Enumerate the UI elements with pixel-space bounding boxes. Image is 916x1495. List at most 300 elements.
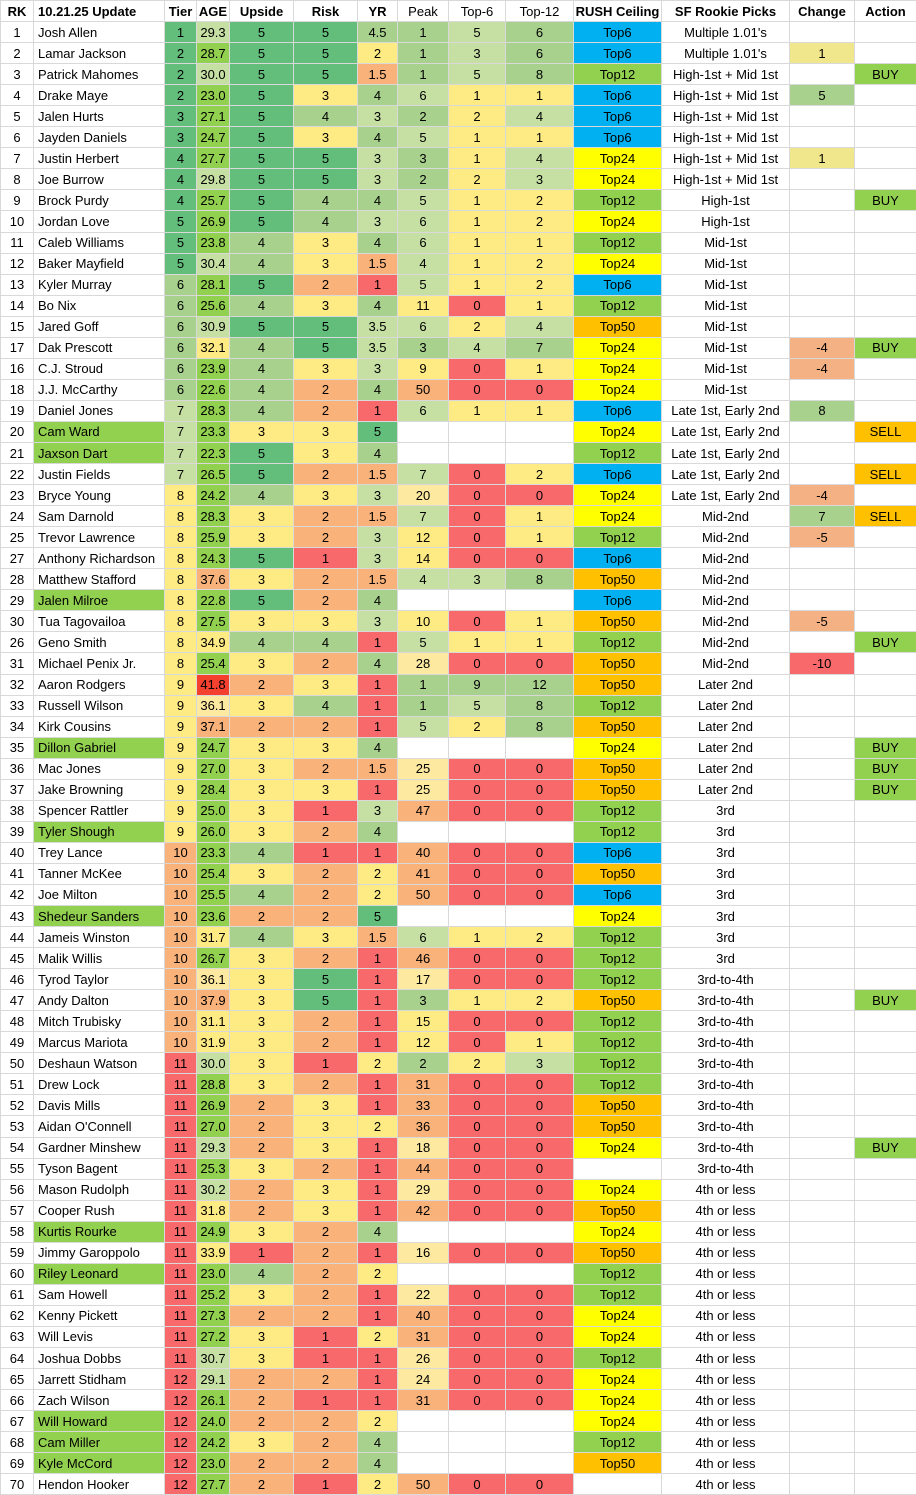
cell-name: Kurtis Rourke: [34, 1221, 165, 1242]
cell-top6: 0: [449, 1158, 506, 1179]
cell-name: Cooper Rush: [34, 1200, 165, 1221]
cell-top12: 6: [506, 22, 574, 43]
cell-tier: 11: [165, 1242, 197, 1263]
cell-picks: Multiple 1.01's: [662, 43, 790, 64]
cell-upside: 5: [230, 85, 294, 106]
cell-rk: 36: [1, 758, 34, 779]
header-risk: Risk: [294, 1, 358, 22]
cell-risk: 5: [294, 169, 358, 190]
cell-action: SELL: [855, 421, 916, 442]
cell-top12: 1: [506, 611, 574, 632]
cell-age: 24.9: [197, 1221, 230, 1242]
cell-risk: 2: [294, 400, 358, 421]
table-row: [1, 106, 916, 127]
cell-age: 25.2: [197, 1284, 230, 1305]
table-row: [1, 569, 916, 590]
cell-yr: 3.5: [358, 337, 398, 358]
cell-change: -5: [790, 527, 855, 548]
cell-top6: [449, 821, 506, 842]
cell-upside: 3: [230, 821, 294, 842]
cell-action: [855, 379, 916, 400]
cell-change: [790, 232, 855, 253]
cell-name: Hendon Hooker: [34, 1474, 165, 1495]
header-title: 10.21.25 Update: [34, 1, 165, 22]
cell-peak: 12: [398, 1032, 449, 1053]
cell-ceiling: Top12: [574, 190, 662, 211]
cell-risk: 5: [294, 969, 358, 990]
cell-ceiling: Top50: [574, 1242, 662, 1263]
cell-upside: 5: [230, 169, 294, 190]
cell-tier: 10: [165, 948, 197, 969]
cell-top6: 0: [449, 863, 506, 884]
cell-name: Joe Milton: [34, 884, 165, 905]
cell-peak: 41: [398, 863, 449, 884]
cell-risk: 2: [294, 1263, 358, 1284]
cell-rk: 54: [1, 1137, 34, 1158]
cell-upside: 5: [230, 316, 294, 337]
cell-rk: 1: [1, 22, 34, 43]
cell-risk: 3: [294, 253, 358, 274]
cell-yr: 2: [358, 863, 398, 884]
cell-name: Russell Wilson: [34, 695, 165, 716]
table-row: [1, 464, 916, 485]
cell-name: Jordan Love: [34, 211, 165, 232]
cell-change: [790, 1263, 855, 1284]
table-row: [1, 337, 916, 358]
cell-top12: [506, 821, 574, 842]
cell-tier: 11: [165, 1200, 197, 1221]
cell-ceiling: Top24: [574, 1179, 662, 1200]
cell-ceiling: Top24: [574, 1411, 662, 1432]
cell-picks: 4th or less: [662, 1474, 790, 1495]
header-rush-ceiling: RUSH Ceiling: [574, 1, 662, 22]
cell-peak: 31: [398, 1326, 449, 1347]
cell-risk: 3: [294, 127, 358, 148]
cell-action: [855, 800, 916, 821]
cell-yr: 3: [358, 548, 398, 569]
cell-change: [790, 1305, 855, 1326]
header-change: Change: [790, 1, 855, 22]
cell-yr: 1.5: [358, 253, 398, 274]
cell-change: [790, 1221, 855, 1242]
cell-upside: 2: [230, 1095, 294, 1116]
cell-yr: 4: [358, 232, 398, 253]
cell-upside: 2: [230, 1369, 294, 1390]
cell-top6: 0: [449, 548, 506, 569]
cell-top6: 0: [449, 1474, 506, 1495]
cell-top12: 0: [506, 1011, 574, 1032]
cell-name: Jared Goff: [34, 316, 165, 337]
cell-picks: Later 2nd: [662, 716, 790, 737]
table-row: [1, 1032, 916, 1053]
cell-age: 27.7: [197, 148, 230, 169]
table-row: [1, 969, 916, 990]
cell-rk: 5: [1, 106, 34, 127]
cell-ceiling: Top24: [574, 1326, 662, 1347]
cell-picks: Mid-1st: [662, 316, 790, 337]
cell-picks: 3rd: [662, 884, 790, 905]
table-row: [1, 85, 916, 106]
cell-risk: 2: [294, 1453, 358, 1474]
cell-peak: [398, 590, 449, 611]
cell-ceiling: Top50: [574, 716, 662, 737]
cell-peak: [398, 906, 449, 927]
cell-rk: 25: [1, 527, 34, 548]
table-body: [1, 22, 916, 1495]
cell-risk: 5: [294, 316, 358, 337]
cell-age: 28.3: [197, 400, 230, 421]
cell-picks: Mid-2nd: [662, 653, 790, 674]
cell-top6: 1: [449, 190, 506, 211]
cell-top6: 0: [449, 948, 506, 969]
cell-ceiling: Top6: [574, 85, 662, 106]
cell-top12: 0: [506, 1326, 574, 1347]
cell-picks: 4th or less: [662, 1348, 790, 1369]
cell-tier: 4: [165, 148, 197, 169]
cell-tier: 8: [165, 569, 197, 590]
cell-peak: 42: [398, 1200, 449, 1221]
cell-top6: 1: [449, 400, 506, 421]
table-row: [1, 442, 916, 463]
cell-change: [790, 969, 855, 990]
cell-top12: 4: [506, 316, 574, 337]
table-row: [1, 379, 916, 400]
cell-top6: 2: [449, 716, 506, 737]
cell-peak: 1: [398, 695, 449, 716]
cell-top12: [506, 421, 574, 442]
cell-upside: 3: [230, 948, 294, 969]
cell-upside: 3: [230, 1074, 294, 1095]
table-row: [1, 232, 916, 253]
cell-top6: 0: [449, 884, 506, 905]
cell-yr: 1: [358, 1032, 398, 1053]
cell-name: Shedeur Sanders: [34, 906, 165, 927]
cell-top6: 0: [449, 1348, 506, 1369]
cell-top12: 4: [506, 148, 574, 169]
cell-rk: 30: [1, 611, 34, 632]
cell-change: [790, 1053, 855, 1074]
cell-top6: [449, 1411, 506, 1432]
cell-change: [790, 1179, 855, 1200]
cell-action: [855, 1158, 916, 1179]
cell-rk: 66: [1, 1390, 34, 1411]
cell-top6: 2: [449, 169, 506, 190]
cell-top6: 0: [449, 611, 506, 632]
cell-change: [790, 1390, 855, 1411]
cell-rk: 44: [1, 927, 34, 948]
cell-name: Matthew Stafford: [34, 569, 165, 590]
cell-tier: 11: [165, 1221, 197, 1242]
header-yr: YR: [358, 1, 398, 22]
cell-upside: 5: [230, 274, 294, 295]
cell-age: 24.0: [197, 1411, 230, 1432]
cell-change: [790, 948, 855, 969]
cell-picks: High-1st: [662, 211, 790, 232]
cell-name: Drew Lock: [34, 1074, 165, 1095]
cell-risk: 2: [294, 906, 358, 927]
cell-ceiling: Top12: [574, 695, 662, 716]
cell-ceiling: Top50: [574, 653, 662, 674]
cell-peak: 7: [398, 464, 449, 485]
cell-top6: 1: [449, 990, 506, 1011]
cell-yr: 3: [358, 148, 398, 169]
cell-upside: 2: [230, 674, 294, 695]
cell-top6: 0: [449, 1116, 506, 1137]
cell-upside: 5: [230, 64, 294, 85]
cell-name: Sam Darnold: [34, 506, 165, 527]
cell-tier: 8: [165, 506, 197, 527]
cell-change: -4: [790, 485, 855, 506]
cell-ceiling: Top24: [574, 1305, 662, 1326]
cell-change: [790, 779, 855, 800]
cell-rk: 65: [1, 1369, 34, 1390]
cell-ceiling: Top24: [574, 211, 662, 232]
cell-upside: 3: [230, 653, 294, 674]
cell-top6: [449, 1221, 506, 1242]
cell-change: [790, 590, 855, 611]
cell-rk: 63: [1, 1326, 34, 1347]
cell-action: [855, 527, 916, 548]
cell-upside: 2: [230, 716, 294, 737]
cell-action: [855, 1411, 916, 1432]
cell-top6: 3: [449, 43, 506, 64]
cell-upside: 3: [230, 1158, 294, 1179]
cell-rk: 27: [1, 548, 34, 569]
cell-yr: 3: [358, 169, 398, 190]
cell-upside: 5: [230, 106, 294, 127]
header-tier: Tier: [165, 1, 197, 22]
cell-peak: 50: [398, 884, 449, 905]
cell-change: [790, 316, 855, 337]
cell-name: Drake Maye: [34, 85, 165, 106]
header-action: Action: [855, 1, 916, 22]
cell-change: [790, 758, 855, 779]
table-row: [1, 1432, 916, 1453]
cell-ceiling: Top12: [574, 64, 662, 85]
cell-action: [855, 1390, 916, 1411]
cell-age: 24.7: [197, 737, 230, 758]
cell-picks: Mid-2nd: [662, 611, 790, 632]
cell-upside: 2: [230, 1116, 294, 1137]
cell-risk: 3: [294, 674, 358, 695]
cell-risk: 2: [294, 1074, 358, 1095]
cell-upside: 5: [230, 43, 294, 64]
cell-age: 23.3: [197, 421, 230, 442]
cell-peak: 31: [398, 1390, 449, 1411]
cell-ceiling: Top12: [574, 1348, 662, 1369]
cell-peak: 28: [398, 653, 449, 674]
cell-action: [855, 1074, 916, 1095]
cell-top12: 0: [506, 548, 574, 569]
cell-picks: 3rd-to-4th: [662, 1158, 790, 1179]
cell-top6: 0: [449, 1242, 506, 1263]
cell-name: Tyrod Taylor: [34, 969, 165, 990]
cell-top6: 0: [449, 464, 506, 485]
cell-upside: 2: [230, 1200, 294, 1221]
cell-yr: 1.5: [358, 464, 398, 485]
cell-ceiling: Top50: [574, 569, 662, 590]
cell-ceiling: Top24: [574, 337, 662, 358]
cell-tier: 8: [165, 527, 197, 548]
cell-top12: 0: [506, 779, 574, 800]
cell-risk: 2: [294, 1411, 358, 1432]
cell-peak: 16: [398, 1242, 449, 1263]
cell-ceiling: Top24: [574, 485, 662, 506]
cell-age: 37.1: [197, 716, 230, 737]
cell-action: [855, 1032, 916, 1053]
cell-rk: 49: [1, 1032, 34, 1053]
cell-upside: 3: [230, 737, 294, 758]
cell-peak: [398, 737, 449, 758]
cell-name: Michael Penix Jr.: [34, 653, 165, 674]
cell-yr: 1: [358, 695, 398, 716]
cell-top12: 0: [506, 863, 574, 884]
table-row: [1, 758, 916, 779]
cell-top6: 1: [449, 148, 506, 169]
cell-name: Tyson Bagent: [34, 1158, 165, 1179]
cell-ceiling: Top12: [574, 632, 662, 653]
cell-ceiling: Top12: [574, 1011, 662, 1032]
cell-name: Geno Smith: [34, 632, 165, 653]
cell-age: 26.9: [197, 1095, 230, 1116]
cell-peak: 44: [398, 1158, 449, 1179]
cell-peak: 1: [398, 43, 449, 64]
cell-rk: 16: [1, 358, 34, 379]
cell-risk: 3: [294, 442, 358, 463]
cell-top12: 0: [506, 1305, 574, 1326]
cell-action: [855, 1242, 916, 1263]
cell-yr: 1: [358, 948, 398, 969]
cell-peak: 6: [398, 211, 449, 232]
cell-change: [790, 1326, 855, 1347]
cell-change: [790, 442, 855, 463]
cell-picks: 4th or less: [662, 1221, 790, 1242]
cell-yr: 2: [358, 1053, 398, 1074]
cell-peak: 6: [398, 927, 449, 948]
cell-top6: 9: [449, 674, 506, 695]
cell-peak: 25: [398, 758, 449, 779]
cell-picks: Mid-2nd: [662, 506, 790, 527]
cell-upside: 3: [230, 1284, 294, 1305]
cell-upside: 3: [230, 1348, 294, 1369]
cell-tier: 4: [165, 190, 197, 211]
cell-top6: 0: [449, 295, 506, 316]
cell-ceiling: Top50: [574, 863, 662, 884]
cell-ceiling: Top24: [574, 169, 662, 190]
cell-change: [790, 22, 855, 43]
cell-yr: 1: [358, 274, 398, 295]
cell-peak: 3: [398, 148, 449, 169]
cell-age: 27.0: [197, 758, 230, 779]
cell-age: 25.0: [197, 800, 230, 821]
table-row: [1, 22, 916, 43]
cell-peak: 11: [398, 295, 449, 316]
cell-action: [855, 442, 916, 463]
cell-yr: 1.5: [358, 927, 398, 948]
cell-change: [790, 906, 855, 927]
cell-peak: 36: [398, 1116, 449, 1137]
cell-peak: [398, 1263, 449, 1284]
cell-peak: 50: [398, 1474, 449, 1495]
cell-yr: 1: [358, 1369, 398, 1390]
cell-top6: 1: [449, 127, 506, 148]
cell-yr: 2: [358, 884, 398, 905]
cell-yr: 2: [358, 43, 398, 64]
cell-picks: Mid-2nd: [662, 632, 790, 653]
cell-rk: 9: [1, 190, 34, 211]
cell-change: -10: [790, 653, 855, 674]
cell-ceiling: Top6: [574, 43, 662, 64]
cell-name: Jake Browning: [34, 779, 165, 800]
cell-age: 27.3: [197, 1305, 230, 1326]
cell-rk: 26: [1, 632, 34, 653]
cell-rk: 47: [1, 990, 34, 1011]
cell-upside: 4: [230, 295, 294, 316]
cell-top12: [506, 1221, 574, 1242]
cell-picks: Late 1st, Early 2nd: [662, 464, 790, 485]
header-peak: Peak: [398, 1, 449, 22]
cell-change: [790, 379, 855, 400]
cell-name: Deshaun Watson: [34, 1053, 165, 1074]
cell-age: 26.7: [197, 948, 230, 969]
cell-picks: Late 1st, Early 2nd: [662, 485, 790, 506]
cell-risk: 3: [294, 485, 358, 506]
table-row: [1, 863, 916, 884]
cell-picks: 3rd: [662, 906, 790, 927]
cell-top12: 1: [506, 506, 574, 527]
cell-rk: 52: [1, 1095, 34, 1116]
cell-picks: Mid-1st: [662, 295, 790, 316]
cell-name: Brock Purdy: [34, 190, 165, 211]
cell-action: [855, 1053, 916, 1074]
cell-tier: 2: [165, 43, 197, 64]
cell-rk: 22: [1, 464, 34, 485]
cell-rk: 33: [1, 695, 34, 716]
cell-tier: 11: [165, 1284, 197, 1305]
cell-name: C.J. Stroud: [34, 358, 165, 379]
cell-peak: 25: [398, 779, 449, 800]
cell-name: Jayden Daniels: [34, 127, 165, 148]
cell-rk: 7: [1, 148, 34, 169]
cell-risk: 5: [294, 43, 358, 64]
cell-ceiling: Top12: [574, 1263, 662, 1284]
cell-ceiling: Top12: [574, 821, 662, 842]
cell-peak: 2: [398, 169, 449, 190]
cell-age: 26.0: [197, 821, 230, 842]
cell-top6: 0: [449, 1179, 506, 1200]
cell-peak: [398, 421, 449, 442]
cell-tier: 11: [165, 1263, 197, 1284]
cell-action: [855, 316, 916, 337]
cell-action: [855, 1326, 916, 1347]
cell-upside: 3: [230, 1221, 294, 1242]
table-row: [1, 169, 916, 190]
cell-age: 24.2: [197, 485, 230, 506]
cell-peak: 6: [398, 85, 449, 106]
cell-upside: 3: [230, 800, 294, 821]
cell-tier: 9: [165, 800, 197, 821]
cell-upside: 4: [230, 632, 294, 653]
table-row: [1, 127, 916, 148]
cell-rk: 31: [1, 653, 34, 674]
cell-yr: 4: [358, 821, 398, 842]
cell-picks: Mid-1st: [662, 358, 790, 379]
cell-rk: 48: [1, 1011, 34, 1032]
cell-action: [855, 1263, 916, 1284]
cell-tier: 12: [165, 1390, 197, 1411]
cell-action: [855, 842, 916, 863]
cell-top6: [449, 1432, 506, 1453]
